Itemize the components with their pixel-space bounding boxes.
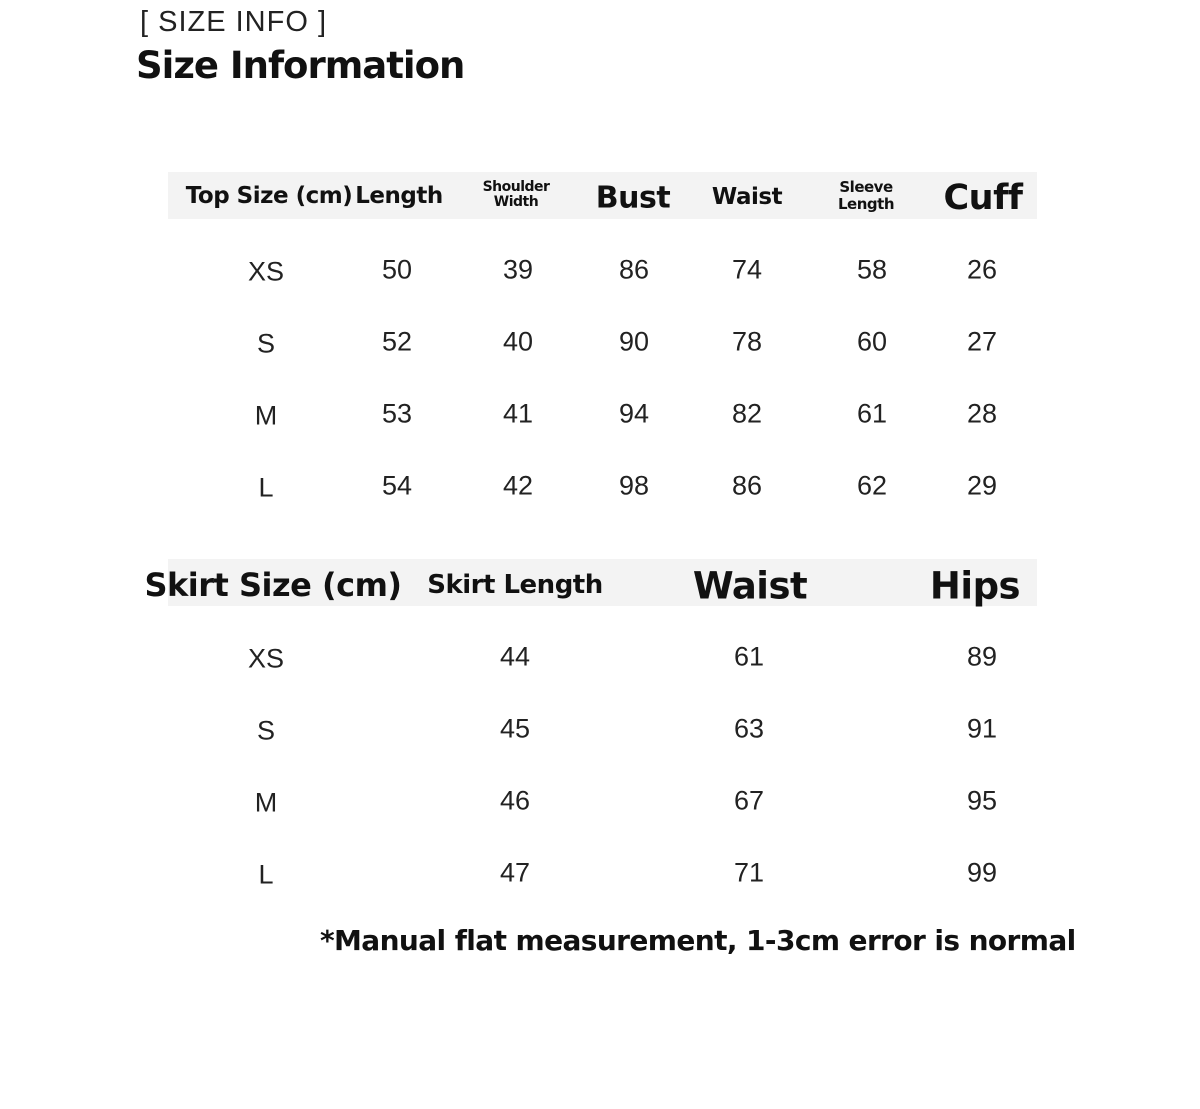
skirt-cell-waist: 71	[733, 857, 765, 888]
skirt-cell-waist: 67	[733, 785, 765, 816]
skirt-cell-size: L	[258, 859, 274, 890]
skirt-header-size: Skirt Size (cm)	[144, 566, 402, 604]
shoulder-line-1: Shoulder	[482, 179, 550, 195]
top-cell-size: L	[258, 472, 274, 503]
sleeve-line-1: Sleeve	[839, 178, 893, 196]
skirt-cell-size: S	[256, 715, 276, 746]
skirt-cell-waist: 63	[733, 713, 765, 744]
skirt-cell-hips: 99	[966, 857, 998, 888]
top-cell-sleeve-length: 60	[856, 326, 888, 357]
skirt-cell-hips: 89	[966, 641, 998, 672]
top-header-bust: Bust	[595, 180, 671, 216]
skirt-header-waist: Waist	[692, 564, 808, 608]
top-header-shoulder-width	[483, 180, 550, 210]
top-cell-cuff: 26	[966, 254, 998, 285]
skirt-cell-skirt-length: 45	[499, 713, 531, 744]
top-cell-size: S	[256, 328, 276, 359]
page-title: Size Information	[136, 44, 465, 87]
top-cell-sleeve-length: 58	[856, 254, 888, 285]
top-cell-bust: 98	[618, 470, 650, 501]
skirt-cell-skirt-length: 46	[499, 785, 531, 816]
skirt-cell-size: M	[254, 787, 278, 818]
top-header-length: Length	[355, 183, 443, 209]
top-cell-waist: 82	[731, 398, 763, 429]
top-cell-sleeve-length: 61	[856, 398, 888, 429]
skirt-cell-size: XS	[247, 643, 285, 674]
top-cell-sleeve-length: 62	[856, 470, 888, 501]
top-cell-waist: 74	[731, 254, 763, 285]
measurement-note: *Manual flat measurement, 1-3cm error is normal	[320, 924, 1076, 957]
top-cell-shoulder-width: 39	[502, 254, 534, 285]
section-eyebrow: [ SIZE INFO ]	[140, 6, 328, 38]
top-cell-cuff: 27	[966, 326, 998, 357]
top-cell-size: M	[254, 400, 278, 431]
skirt-cell-waist: 61	[733, 641, 765, 672]
top-cell-bust: 86	[618, 254, 650, 285]
top-cell-waist: 78	[731, 326, 763, 357]
top-header-size: Top Size (cm)	[185, 183, 353, 209]
skirt-cell-skirt-length: 44	[499, 641, 531, 672]
top-cell-shoulder-width: 40	[502, 326, 534, 357]
top-cell-cuff: 29	[966, 470, 998, 501]
top-header-sleeve-length	[838, 179, 894, 213]
top-cell-shoulder-width: 42	[502, 470, 534, 501]
top-cell-cuff: 28	[966, 398, 998, 429]
top-cell-length: 54	[381, 470, 413, 501]
top-cell-waist: 86	[731, 470, 763, 501]
top-cell-bust: 90	[618, 326, 650, 357]
top-cell-size: XS	[247, 256, 285, 287]
top-cell-length: 52	[381, 326, 413, 357]
top-header-cuff: Cuff	[943, 178, 1023, 218]
skirt-header-length: Skirt Length	[427, 570, 603, 600]
top-cell-length: 53	[381, 398, 413, 429]
top-cell-shoulder-width: 41	[502, 398, 534, 429]
top-header-waist: Waist	[711, 184, 783, 210]
skirt-header-hips: Hips	[929, 564, 1021, 608]
skirt-cell-hips: 95	[966, 785, 998, 816]
skirt-cell-skirt-length: 47	[499, 857, 531, 888]
sleeve-line-2: Length	[838, 195, 894, 213]
skirt-cell-hips: 91	[966, 713, 998, 744]
shoulder-line-2: Width	[493, 194, 539, 210]
top-cell-bust: 94	[618, 398, 650, 429]
top-cell-length: 50	[381, 254, 413, 285]
